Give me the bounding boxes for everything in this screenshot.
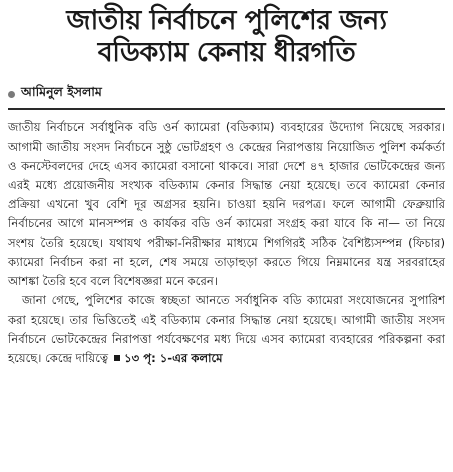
headline-line-2: বডিক্যাম কেনায় ধীরগতি bbox=[97, 37, 356, 69]
article-paragraph-2 bbox=[8, 291, 445, 368]
headline-line-1: জাতীয় নির্বাচনে পুলিশের জন্য bbox=[66, 5, 387, 36]
headline bbox=[8, 6, 445, 68]
article-paragraph-2-text: জানা গেছে, পুলিশের কাজে স্বচ্ছতা আনতে সর্বাধুনিক বডি ক্যামেরা সংযোজনের সুপারিশ করা হয়েছে। তার ভিত্তিতেই এই বডিক্যাম কেনার সিদ্ধান্ত নেয়া হয়েছে। আগামী জাতীয় সংসদ নির্বাচনে ভোটকেন্দ্রের নিরাপত্তা পর্যবেক্ষণের মধ্য দিয়ে এসব ক্যামেরা ব্যবহারের পরিকল্পনা করা হয়েছে। কেন্দ্রে দায়িত্বে bbox=[8, 293, 445, 365]
article-body bbox=[8, 118, 445, 368]
byline bbox=[8, 84, 445, 104]
continuation-text: ১৩ পৃ: ১-এর কলামে bbox=[124, 350, 223, 365]
bullet-dot-icon bbox=[8, 91, 15, 98]
byline-divider bbox=[8, 108, 445, 110]
continuation-note bbox=[108, 351, 222, 365]
square-bullet-icon bbox=[114, 355, 120, 361]
article-paragraph-1: জাতীয় নির্বাচনে সর্বাধুনিক বডি ওর্ন ক্যামেরা (বডিক্যাম) ব্যবহারের উদ্যোগ নিয়েছে সরকার। আগামী জাতীয় সংসদ নির্বাচনে সুষ্ঠু ভোটগ্রহণ ও কেন্দ্রের নিরাপত্তায় নিয়োজিত পুলিশ কর্মকর্তা ও কনস্টেবলদের দেহে এসব ক্যামেরা বসানো থাকবে। সারা দেশে ৪৭ হাজার ভোটকেন্দ্রের জন্য এরই মধ্যে প্রয়োজনীয় সংখ্যক বডিক্যাম কেনার সিদ্ধান্ত নেয়া হয়েছে। তবে ক্যামেরা কেনার প্রক্রিয়া এখনো খুব বেশি দূর অগ্রসর হয়নি। চাওয়া হয়নি দরপত্র। ফলে আগামী ফেব্রুয়ারি নির্বাচনের আগে মানসম্পন্ন ও কার্যকর বডি ওর্ন ক্যামেরা সংগ্রহ করা যাবে কি না— তা নিয়ে সংশয় তৈরি হয়েছে। যথাযথ পরীক্ষা-নিরীক্ষার মাধ্যমে শিগগিরই সঠিক বৈশিষ্ট্যসম্পন্ন (ফিচার) ক্যামেরা নির্বাচন করা না হলে, শেষ সময়ে তাড়াহুড়া করতে গিয়ে নিম্নমানের যন্ত্র সরবরাহের আশঙ্কা তৈরি হবে বলে বিশেষজ্ঞরা মনে করেন। bbox=[8, 120, 445, 289]
author-name: আমিনুল ইসলাম bbox=[21, 84, 102, 100]
